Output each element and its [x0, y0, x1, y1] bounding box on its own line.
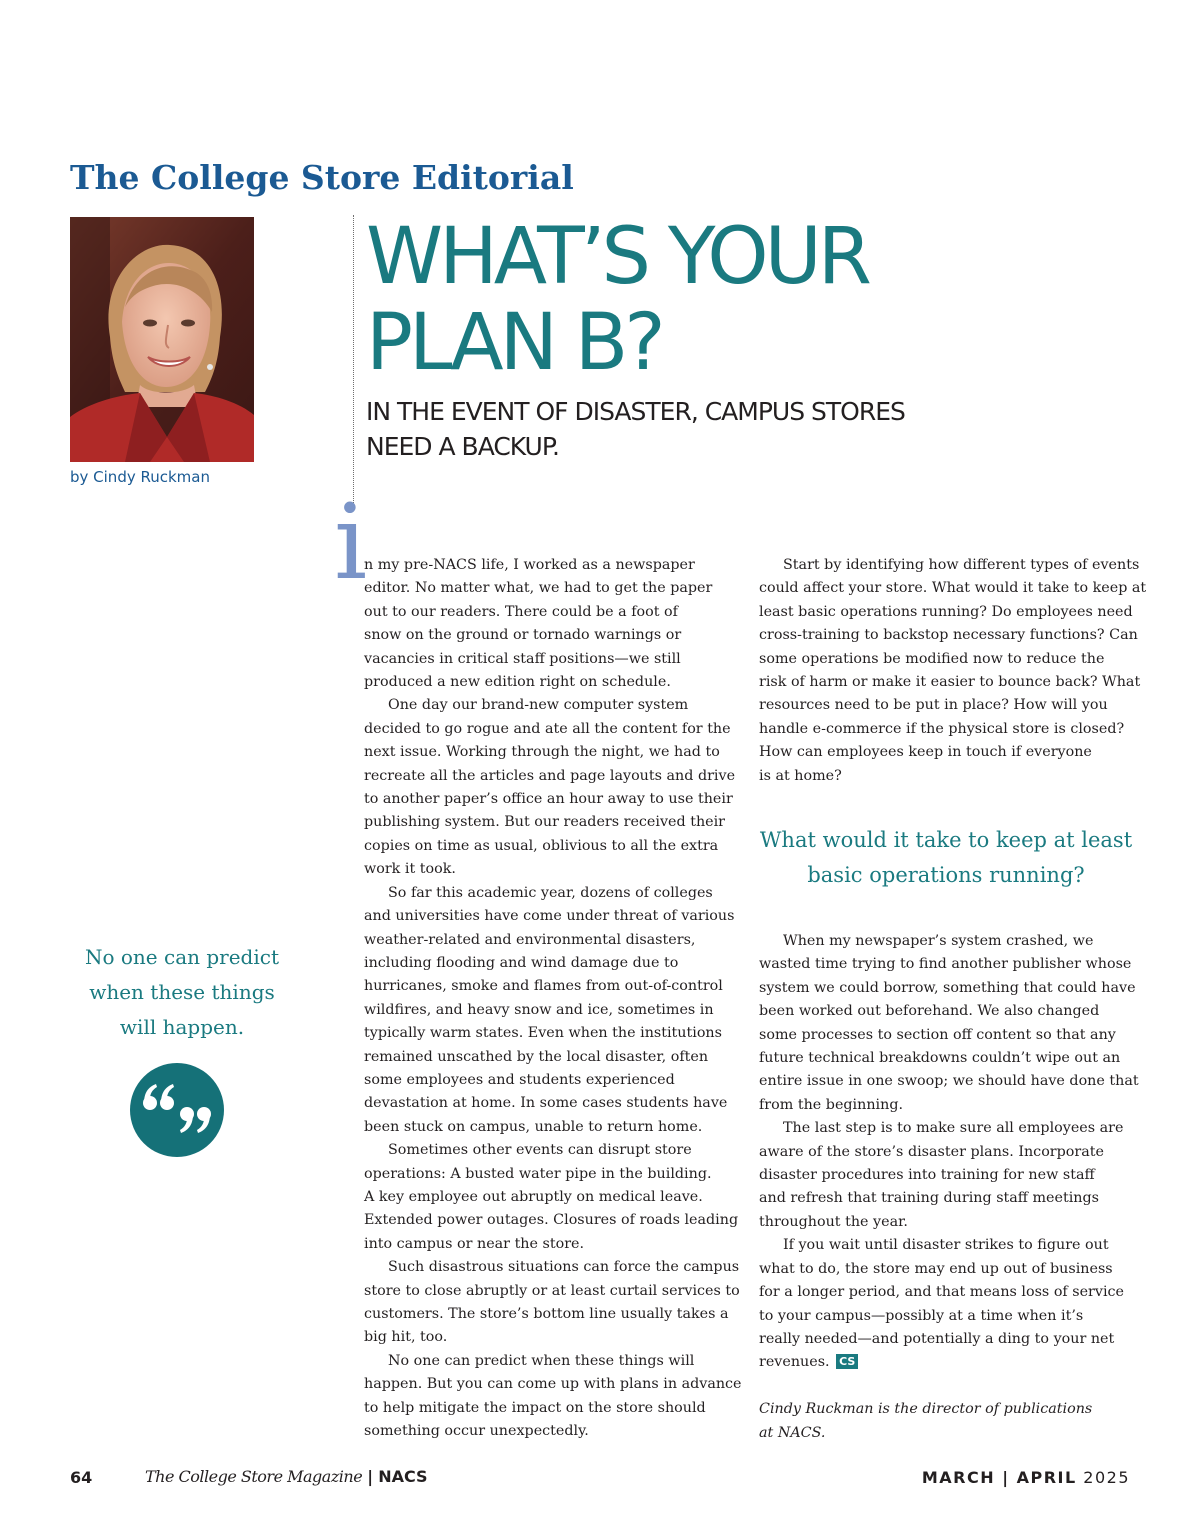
text-line: One day our brand-new computer system — [388, 697, 689, 714]
text-line-content: revenues. — [759, 1354, 830, 1371]
article-paragraph — [364, 1139, 739, 1256]
article-paragraph — [759, 1117, 1134, 1234]
article-paragraph — [759, 1234, 1134, 1374]
text-line: publishing system. But our readers received their — [364, 814, 726, 831]
text-line: How can employees keep in touch if everyone — [759, 744, 1092, 761]
text-line: store to close abruptly or at least curtail services to — [364, 1282, 740, 1299]
text-line: typically warm states. Even when the institutions — [364, 1025, 722, 1042]
text-line: produced a new edition right on schedule. — [364, 674, 671, 691]
text-line: to help mitigate the impact on the store should — [364, 1399, 706, 1416]
article-paragraph — [759, 930, 1139, 1117]
subhead — [366, 394, 1086, 464]
org-name: NACS — [378, 1467, 428, 1486]
headline-line: PLAN B? — [366, 298, 662, 388]
article-paragraph — [364, 1256, 739, 1350]
bio-line: at NACS. — [759, 1424, 826, 1441]
text-line: including flooding and wind damage due to — [364, 954, 679, 971]
article-paragraph — [364, 882, 739, 1139]
page-number: 64 — [70, 1468, 93, 1487]
footer-publication — [145, 1467, 428, 1486]
article-column-1 — [364, 554, 742, 1443]
text-line: next issue. Working through the night, we had to — [364, 744, 720, 761]
author-bio — [759, 1398, 1134, 1445]
text-line: from the beginning. — [759, 1096, 904, 1113]
end-mark-badge: CS — [836, 1354, 858, 1369]
issue-months: MARCH | APRIL — [921, 1468, 1077, 1487]
text-line: work it took. — [364, 861, 456, 878]
text-line: The last step is to make sure all employees are — [783, 1120, 1124, 1137]
headline-line: WHAT’S YOUR — [366, 212, 868, 302]
section-title: The College Store Editorial — [70, 158, 574, 197]
pull-head — [759, 823, 1133, 893]
text-line: really needed—and potentially a ding to your net — [759, 1330, 1115, 1347]
text-line — [759, 1351, 1134, 1374]
text-line: No one can predict when these things will — [388, 1352, 695, 1369]
text-line: Start by identifying how different types of events — [783, 557, 1140, 573]
text-line: vacancies in critical staff positions—we still — [364, 650, 681, 667]
text-line: and universities have come under threat of various — [364, 908, 735, 925]
text-line: something occur unexpectedly. — [364, 1423, 589, 1440]
author-photo — [70, 217, 254, 462]
pull-quote-line: when these things — [89, 980, 275, 1004]
issue-year: 2025 — [1083, 1468, 1130, 1487]
text-line: been stuck on campus, unable to return home. — [364, 1118, 703, 1135]
text-line: is at home? — [759, 767, 842, 784]
text-line: what to do, the store may end up out of business — [759, 1260, 1113, 1277]
text-line: customers. The store’s bottom line usually takes a — [364, 1306, 729, 1322]
text-line: decided to go rogue and ate all the content for the — [364, 720, 731, 737]
text-line: for a longer period, and that means loss of service — [759, 1284, 1125, 1301]
article-paragraph — [364, 1350, 742, 1444]
text-line: throughout the year. — [759, 1213, 908, 1230]
text-line: snow on the ground or tornado warnings or — [364, 627, 682, 644]
text-line: resources need to be put in place? How will you — [759, 697, 1108, 714]
text-line: copies on time as usual, oblivious to all the extra — [364, 837, 719, 854]
text-line: and refresh that training during staff meetings — [759, 1190, 1099, 1207]
text-line: system we could borrow, something that could have — [759, 979, 1136, 996]
drop-cap: i — [334, 481, 368, 603]
text-line: handle e-commerce if the physical store is closed? — [759, 720, 1125, 737]
text-line: A key employee out abruptly on medical leave. — [364, 1188, 703, 1205]
article-paragraph — [364, 554, 739, 694]
text-line: hurricanes, smoke and flames from out-of-control — [364, 978, 723, 995]
magazine-name: The College Store Magazine — [145, 1467, 363, 1486]
text-line: least basic operations running? Do employees need — [759, 603, 1133, 620]
issue-date — [922, 1468, 1130, 1487]
text-line: Such disastrous situations can force the campus — [388, 1259, 740, 1276]
text-line: wildfires, and heavy snow and ice, sometimes in — [364, 1001, 714, 1018]
text-line: cross-training to backstop necessary functions? Can — [759, 627, 1138, 644]
text-line: When my newspaper’s system crashed, we — [783, 933, 1094, 949]
text-line: risk of harm or make it easier to bounce back? What — [759, 674, 1141, 691]
article-column-2-top — [759, 554, 1147, 788]
text-line: future technical breakdowns couldn’t wipe out an — [759, 1050, 1121, 1067]
pull-quote-line: No one can predict — [84, 945, 279, 969]
subhead-line: NEED A BACKUP. — [366, 432, 559, 461]
text-line: wasted time trying to find another publisher whose — [759, 956, 1132, 973]
text-line: weather-related and environmental disasters, — [364, 931, 696, 948]
text-line: happen. But you can come up with plans in advance — [364, 1376, 742, 1393]
text-line: operations: A busted water pipe in the building. — [364, 1165, 712, 1182]
text-line: could affect your store. What would it take to keep at — [759, 580, 1147, 597]
text-line: n my pre-NACS life, I worked as a newspaper — [364, 557, 695, 573]
pull-quote-line: will happen. — [119, 1015, 245, 1039]
quotation-mark-icon — [130, 1063, 224, 1157]
text-line: been worked out beforehand. We also changed — [759, 1003, 1100, 1020]
text-line: disaster procedures into training for new staff — [759, 1167, 1095, 1184]
text-line: entire issue in one swoop; we should have done that — [759, 1073, 1139, 1090]
footer-separator: | — [367, 1467, 374, 1486]
pull-quote — [64, 940, 300, 1045]
headline — [366, 214, 1066, 386]
text-line: some employees and students experienced — [364, 1071, 675, 1088]
text-line: If you wait until disaster strikes to figure out — [783, 1237, 1109, 1254]
text-line: big hit, too. — [364, 1329, 448, 1346]
pull-head-line: basic operations running? — [807, 863, 1085, 887]
text-line: So far this academic year, dozens of colleges — [388, 884, 713, 901]
text-line: to another paper’s office an hour away to use their — [364, 791, 733, 808]
article-column-2-bottom — [759, 930, 1139, 1445]
text-line: to your campus—possibly at a time when it’s — [759, 1307, 1084, 1324]
subhead-line: IN THE EVENT OF DISASTER, CAMPUS STORES — [366, 397, 905, 426]
author-portrait-icon — [70, 217, 254, 462]
article-paragraph — [364, 694, 739, 881]
text-line: Extended power outages. Closures of roads leading — [364, 1212, 739, 1229]
pull-head-line: What would it take to keep at least — [759, 828, 1133, 852]
text-line: aware of the store’s disaster plans. Incorporate — [759, 1143, 1104, 1160]
text-line: Sometimes other events can disrupt store — [388, 1142, 692, 1159]
text-line: devastation at home. In some cases students have — [364, 1095, 728, 1112]
text-line: recreate all the articles and page layouts and drive — [364, 767, 736, 784]
byline: by Cindy Ruckman — [70, 468, 210, 486]
dotted-divider — [353, 215, 354, 505]
text-line: editor. No matter what, we had to get the paper — [364, 580, 713, 597]
text-line: some operations be modified now to reduce the — [759, 650, 1105, 667]
text-line: remained unscathed by the local disaster, often — [364, 1048, 709, 1065]
text-line: some processes to section off content so that any — [759, 1026, 1116, 1043]
text-line: into campus or near the store. — [364, 1235, 585, 1252]
text-line: out to our readers. There could be a foot of — [364, 603, 678, 620]
article-paragraph — [759, 554, 1147, 788]
bio-line: Cindy Ruckman is the director of publications — [759, 1401, 1093, 1418]
